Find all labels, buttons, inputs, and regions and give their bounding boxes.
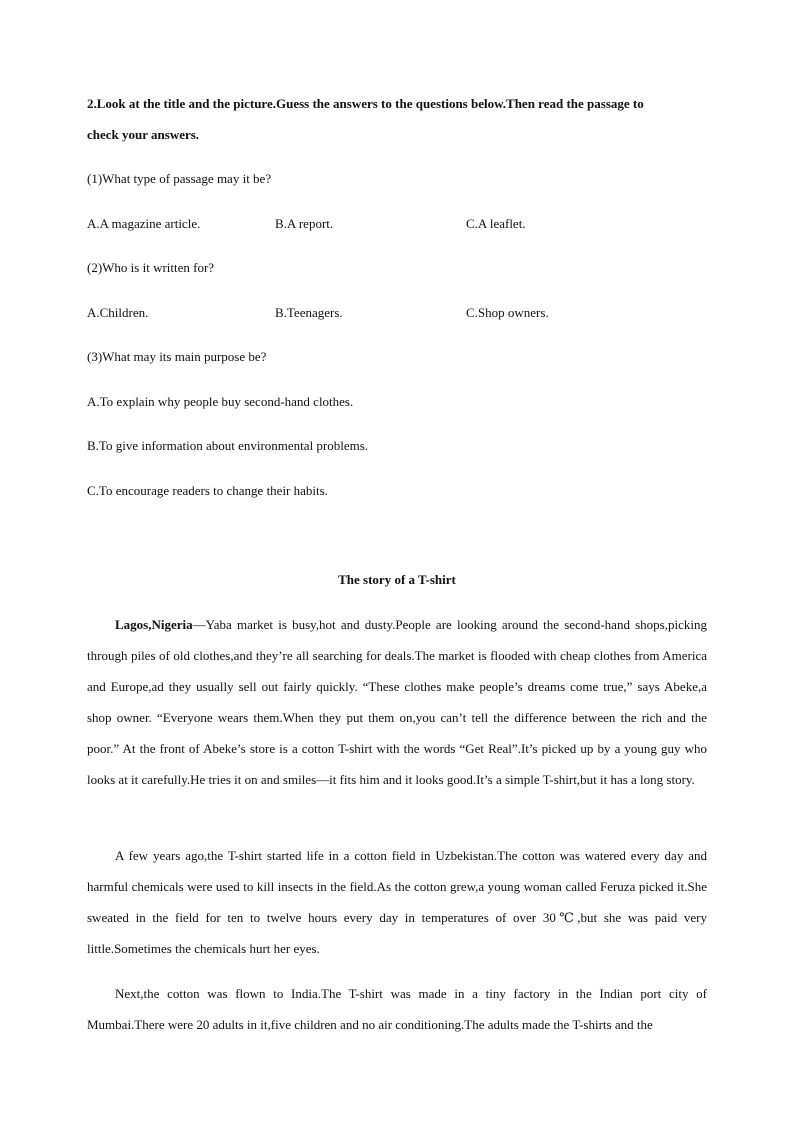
q3-option-b: B.To give information about environmental problems.: [87, 438, 369, 453]
question-1: (1)What type of passage may it be?: [87, 171, 272, 186]
passage-paragraph-1: [87, 609, 707, 795]
q2-option-a: A.Children.: [87, 305, 149, 320]
dateline: Lagos,Nigeria: [115, 617, 193, 632]
paragraph-1-body: —Yaba market is busy,hot and dusty.People are looking around the second-hand shops,picking through piles of old clothes,and they’re all searching for deals.The market is flooded with cheap clothes from America and Europe,ad they usually sell out fairly quickly. “These clothes make people’s dreams come true,” says Abeke,a shop owner. “Everyone wears them.When they put them on,you can’t tell the difference between the rich and the poor.” At the front of Abeke’s store is a cotton T-shirt with the words “Get Real”.It’s picked up by a young guy who looks at it carefully.He tries it on and smiles—it fits him and it looks good.It’s a simple T-shirt,but it has a long story.: [87, 617, 707, 787]
q3-option-a: A.To explain why people buy second-hand clothes.: [87, 394, 354, 409]
q2-option-c: C.Shop owners.: [466, 305, 549, 320]
question-3: (3)What may its main purpose be?: [87, 349, 267, 364]
q1-option-b: B.A report.: [275, 216, 334, 231]
instruction-line-1: 2.Look at the title and the picture.Guess the answers to the questions below.Then read the passage to: [87, 96, 644, 111]
passage-title: The story of a T-shirt: [338, 572, 456, 587]
q2-option-b: B.Teenagers.: [275, 305, 343, 320]
q3-option-c: C.To encourage readers to change their habits.: [87, 483, 328, 498]
q1-option-a: A.A magazine article.: [87, 216, 201, 231]
q1-option-c: C.A leaflet.: [466, 216, 526, 231]
passage-paragraph-2: A few years ago,the T-shirt started life in a cotton field in Uzbekistan.The cotton was watered every day and harmful chemicals were used to kill insects in the field.As the cotton grew,a young woman called Feruza picked it.She sweated in the field for ten to twelve hours every day in temperatures of over 30℃,but she was paid very little.Sometimes the chemicals hurt her eyes.: [87, 848, 707, 956]
instruction-line-2: check your answers.: [87, 127, 200, 142]
question-2: (2)Who is it written for?: [87, 260, 215, 275]
passage-paragraph-3: Next,the cotton was flown to India.The T-shirt was made in a tiny factory in the Indian port city of Mumbai.There were 20 adults in it,five children and no air conditioning.The adults made the T-shirts and the: [87, 986, 707, 1032]
